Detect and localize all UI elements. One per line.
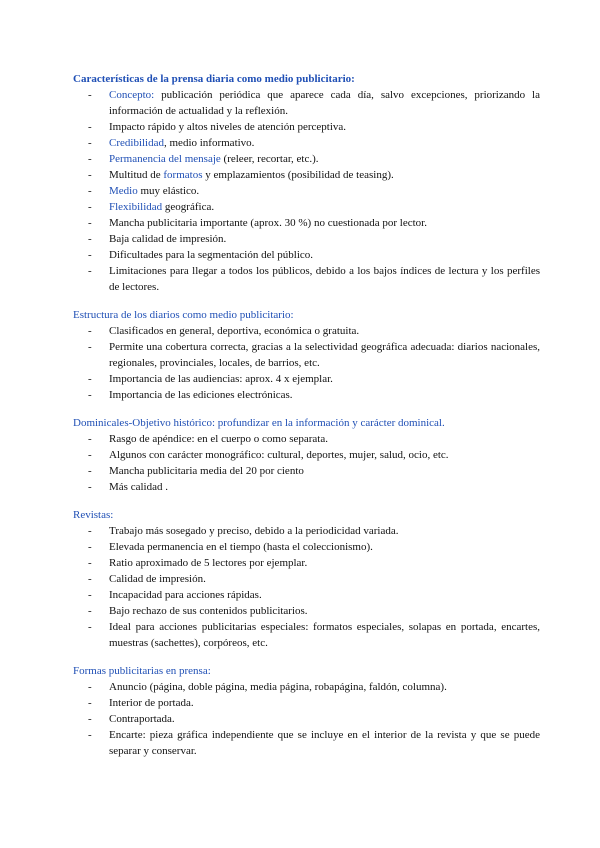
item-text: Importancia de las audiencias: aprox. 4 x ejemplar.	[109, 373, 333, 385]
section-heading: Características de la prensa diaria como medio publicitario:	[73, 73, 355, 85]
list-item	[73, 119, 540, 135]
dash-bullet: -	[88, 541, 92, 553]
keyword: Permanencia del mensaje	[109, 153, 221, 165]
item-text: muy elástico.	[137, 185, 200, 197]
list-item	[73, 619, 540, 651]
list-item	[73, 603, 540, 619]
bullet-list	[73, 523, 540, 651]
dash-bullet: -	[88, 481, 92, 493]
item-text: geográfica.	[162, 201, 215, 213]
section-revistas	[73, 507, 540, 651]
list-item	[73, 135, 540, 151]
item-text: Incapacidad para acciones rápidas.	[109, 589, 262, 601]
list-item	[73, 587, 540, 603]
dash-bullet: -	[88, 325, 92, 337]
item-text: y emplazamientos (posibilidad de teasing).	[202, 169, 394, 181]
list-item	[73, 199, 540, 215]
keyword: Credibilidad	[109, 137, 164, 149]
dash-bullet: -	[88, 605, 92, 617]
item-text: Mancha publicitaria importante (aprox. 30 %) no cuestionada por lector.	[109, 217, 427, 229]
list-item	[73, 231, 540, 247]
list-item	[73, 447, 540, 463]
dash-bullet: -	[88, 465, 92, 477]
list-item	[73, 387, 540, 403]
dash-bullet: -	[88, 185, 92, 197]
list-item	[73, 371, 540, 387]
list-item	[73, 695, 540, 711]
item-text: Elevada permanencia en el tiempo (hasta el coleccionismo).	[109, 541, 373, 553]
item-text: Calidad de impresión.	[109, 573, 206, 585]
list-item	[73, 151, 540, 167]
dash-bullet: -	[88, 621, 92, 633]
item-text: Más calidad .	[109, 481, 168, 493]
dash-bullet: -	[88, 525, 92, 537]
list-item	[73, 523, 540, 539]
bullet-list	[73, 323, 540, 403]
dash-bullet: -	[88, 729, 92, 741]
dash-bullet: -	[88, 389, 92, 401]
item-text: Baja calidad de impresión.	[109, 233, 227, 245]
list-item	[73, 339, 540, 371]
dash-bullet: -	[88, 681, 92, 693]
list-item	[73, 431, 540, 447]
dash-bullet: -	[88, 217, 92, 229]
list-item	[73, 463, 540, 479]
section-estructura-diarios	[73, 307, 540, 403]
item-text: Interior de portada.	[109, 697, 194, 709]
item-text: Permite una cobertura correcta, gracias a la selectividad geográfica adecuada: diarios nacionales, regionales, provinciales, locales, de barrios, etc.	[109, 341, 540, 369]
item-text: publicación periódica que aparece cada día, salvo excepciones, priorizando la información de actualidad y la reflexión.	[109, 89, 540, 117]
section-prensa-diaria	[73, 71, 540, 295]
item-text: , medio informativo.	[164, 137, 255, 149]
dash-bullet: -	[88, 433, 92, 445]
list-item	[73, 215, 540, 231]
item-pretext: Multitud de	[109, 169, 164, 181]
item-text: Rasgo de apéndice: en el cuerpo o como separata.	[109, 433, 328, 445]
list-item	[73, 727, 540, 759]
dash-bullet: -	[88, 169, 92, 181]
item-text: Bajo rechazo de sus contenidos publicitarios.	[109, 605, 308, 617]
section-heading: Dominicales-Objetivo histórico: profundizar en la información y carácter dominical.	[73, 417, 445, 429]
section-heading: Estructura de los diarios como medio publicitario:	[73, 309, 294, 321]
dash-bullet: -	[88, 265, 92, 277]
dash-bullet: -	[88, 249, 92, 261]
dash-bullet: -	[88, 233, 92, 245]
item-text: Dificultades para la segmentación del público.	[109, 249, 314, 261]
item-text: Ratio aproximado de 5 lectores por ejemplar.	[109, 557, 308, 569]
item-text: Anuncio (página, doble página, media página, robapágina, faldón, columna).	[109, 681, 447, 693]
item-text: (releer, recortar, etc.).	[220, 153, 319, 165]
list-item	[73, 539, 540, 555]
list-item	[73, 323, 540, 339]
dash-bullet: -	[88, 121, 92, 133]
item-text: Impacto rápido y altos niveles de atención perceptiva.	[109, 121, 347, 133]
dash-bullet: -	[88, 201, 92, 213]
list-item	[73, 263, 540, 295]
item-text: Contraportada.	[109, 713, 175, 725]
dash-bullet: -	[88, 153, 92, 165]
dash-bullet: -	[88, 697, 92, 709]
list-item	[73, 247, 540, 263]
section-heading: Revistas:	[73, 509, 114, 521]
dash-bullet: -	[88, 589, 92, 601]
bullet-list	[73, 87, 540, 295]
item-text: Importancia de las ediciones electrónicas.	[109, 389, 293, 401]
dash-bullet: -	[88, 373, 92, 385]
keyword: Concepto:	[109, 89, 155, 101]
item-text: Algunos con carácter monográfico: cultural, deportes, mujer, salud, ocio, etc.	[109, 449, 449, 461]
dash-bullet: -	[88, 713, 92, 725]
dash-bullet: -	[88, 341, 92, 353]
keyword: Medio	[109, 185, 138, 197]
list-item	[73, 555, 540, 571]
list-item	[73, 183, 540, 199]
section-formas-publicitarias	[73, 663, 540, 759]
item-text: Clasificados en general, deportiva, económica o gratuita.	[109, 325, 360, 337]
dash-bullet: -	[88, 557, 92, 569]
dash-bullet: -	[88, 449, 92, 461]
section-heading: Formas publicitarias en prensa:	[73, 665, 211, 677]
section-dominicales	[73, 415, 540, 495]
item-text: Ideal para acciones publicitarias especiales: formatos especiales, solapas en portada, encartes, muestras (sachettes), corpóreos, etc.	[109, 621, 540, 649]
item-text: Encarte: pieza gráfica independiente que se incluye en el interior de la revista y que se puede separar y conservar.	[109, 729, 540, 757]
list-item	[73, 711, 540, 727]
list-item	[73, 479, 540, 495]
dash-bullet: -	[88, 137, 92, 149]
item-text: Mancha publicitaria media del 20 por ciento	[109, 465, 304, 477]
list-item	[73, 87, 540, 119]
dash-bullet: -	[88, 573, 92, 585]
item-text: Trabajo más sosegado y preciso, debido a la periodicidad variada.	[109, 525, 399, 537]
dash-bullet: -	[88, 89, 92, 101]
bullet-list	[73, 431, 540, 495]
list-item	[73, 571, 540, 587]
keyword: formatos	[163, 169, 203, 181]
list-item	[73, 167, 540, 183]
keyword: Flexibilidad	[109, 201, 163, 213]
list-item	[73, 679, 540, 695]
bullet-list	[73, 679, 540, 759]
item-text: Limitaciones para llegar a todos los públicos, debido a los bajos índices de lectura y los perfiles de lectores.	[109, 265, 540, 293]
